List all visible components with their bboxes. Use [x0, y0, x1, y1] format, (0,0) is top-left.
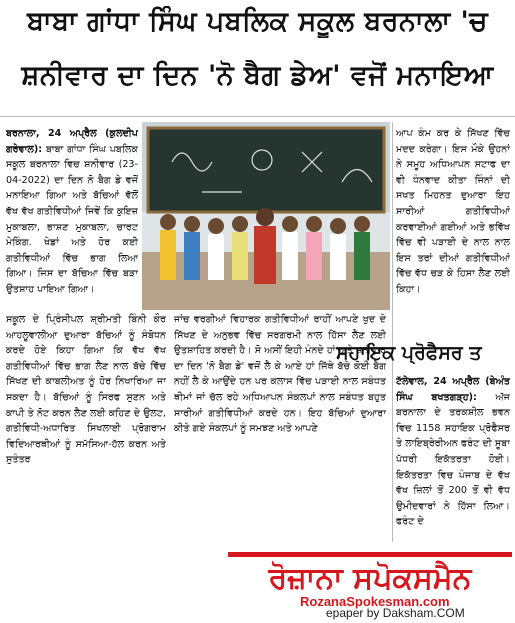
second-article-body: [396, 374, 510, 542]
article-column-wide: [6, 312, 166, 542]
article-mid-text: ਜਾਂਚ ਵਰਗੀਆਂ ਵਿਹਾਰਕ ਗਤੀਵਿਧੀਆਂ ਰਾਹੀਂ ਆਪਣੇ ਖੁਦ ਦੇ ਸਿੱਖਣ ਦੇ ਅਨੁਭਵ ਵਿੱਚ ਸਰਗਰਮੀ ਨਾਲ ਹਿੱਸਾ ਲੈਣ ਲਈ ਉਤਸ਼ਾਹਿਤ ਕਰਦੀ ਹੈ। ਸੋ ਅਸੀਂ ਇਹੀ ਮੰਨਦੇ ਹਾਂ ਅਤੇ ਸ਼ਨੀਵਾਰ ਦਾ ਦਿਨ 'ਨੋ ਬੈਗ ਡੇ' ਵਜੋਂ ਲੈ ਕੇ ਆਏ ਹਾਂ ਜਿੱਥੇ ਬੱਚੇ ਕੋਈ ਬੈਗ ਨਹੀਂ ਲੈ ਕੇ ਆਉਂਦੇ ਹਨ ਪਰ ਕਲਾਸ ਵਿੱਚ ਪੜਾਈ ਨਾਲ ਸਬੰਧਤ ਥੀਮਾਂ ਜਾਂ ਚੱਲ ਰਹੇ ਅਧਿਆਪਨ ਸੰਕਲਪਾਂ ਨਾਲ ਸਬੰਧਤ ਬਹੁਤ ਸਾਰੀਆਂ ਗਤੀਵਿਧੀਆਂ ਕਰਦੇ ਹਨ। ਇਹ ਬੱਚਿਆਂ ਦੁਆਰਾ ਕੀਤੇ ਗਏ ਸੰਕਲਪਾਂ ਨੂੰ ਸਮਝਣ ਅਤੇ ਆਪਣੇ: [174, 314, 386, 435]
headline-line-1: ਬਾਬਾ ਗਾਂਧਾ ਸਿੰਘ ਪਬਲਿਕ ਸਕੂਲ ਬਰਨਾਲਾ 'ਚ: [27, 6, 488, 37]
masthead-title: ਰੋਜ਼ਾਨਾ ਸਪੋਕਸਮੈਨ: [268, 561, 472, 596]
article-column-right: [396, 126, 510, 332]
headline-line-2: ਸ਼ਨੀਵਾਰ ਦਾ ਦਿਨ 'ਨੋ ਬੈਗ ਡੇਅ' ਵਜੋਂ ਮਨਾਇਆ: [21, 60, 494, 91]
article-left-text: ਬਾਬਾ ਗਾਂਧਾ ਸਿੰਘ ਪਬਲਿਕ ਸਕੂਲ ਬਰਨਾਲਾ ਵਿਚ ਸ਼ਨੀਵਾਰ (23-04-2022) ਦਾ ਦਿਨ ਨੋ ਬੈਗ ਡੇ ਵਜੋਂ ਮਨਾਇਆ ਗਿਆ ਅਤੇ ਬੱਚਿਆਂ ਵੱਲੋਂ ਵੱਖ ਵੱਖ ਗਤੀਵਿਧੀਆਂ ਜਿਵੇਂ ਕਿ ਕੁਇਜ਼ ਮੁਕਾਬਲਾ, ਭਾਸ਼ਣ ਮੁਕਾਬਲਾ, ਚਾਰਟ ਮੇਕਿੰਗ. ਖੇਡਾਂ ਅਤੇ ਹੋਰ ਕਈ ਗਤੀਵਿਧੀਆਂ ਵਿੱਚ ਭਾਗ ਲਿਆ ਗਿਆ। ਜਿਸ ਦਾ ਬੱਚਿਆ ਵਿੱਚ ਬੜਾ ਉਤਸ਼ਾਹ ਪਾਇਆ ਗਿਆ।: [6, 143, 138, 295]
divider-top: [0, 116, 515, 117]
website-link[interactable]: RozanaSpokesman.com: [300, 594, 450, 609]
masthead-logo-art: [228, 546, 512, 596]
article-column-left: [6, 126, 138, 309]
photo-illustration: [142, 122, 390, 310]
school-photo: [142, 122, 390, 310]
epaper-credit: epaper by Daksham.COM: [326, 606, 465, 620]
column-divider: [392, 122, 393, 542]
rozana-spokesman-logo: [228, 546, 512, 596]
article-right-text: ਆਪ ਕੰਮ ਕਰ ਕੇ ਸਿੱਖਣ ਵਿੱਚ ਮਦਦ ਕਰੇਗਾ। ਇਸ ਮੌਕੇ ਉਹਨਾਂ ਨੇ ਸਮੂਹ ਅਧਿਆਪਨ ਸਟਾਫ ਦਾ ਵੀ ਧੰਨਵਾਦ ਕੀਤਾ ਜਿੰਨਾਂ ਦੀ ਸਖਤ ਮਿਹਨਤ ਦੁਆਰਾ ਇਹ ਸਾਰੀਆਂ ਗਤੀਵਿਧੀਆਂ ਕਰਵਾਈਆਂ ਗਈਆਂ ਅਤੇ ਭਵਿੱਖ ਵਿੱਚ ਵੀ ਪੜਾਈ ਦੇ ਨਾਲ ਨਾਲ ਇਸ ਤਰਾਂ ਦੀਆਂ ਗਤੀਵਿਧੀਆਂ ਵਿੱਚ ਵੱਧ ਚੜ ਕੇ ਹਿਸਾ ਲੈਣ ਲਈ ਕਿਹਾ।: [396, 128, 510, 295]
article-dateline: ਬਰਨਾਲਾ, 24 ਅਪ੍ਰੈਲ (ਕੁਲਦੀਪ ਗਰੇਵਾਲ):: [6, 128, 138, 155]
article-wide-text: ਸਕੂਲ ਦੇ ਪ੍ਰਿੰਸੀਪਲ ਸ਼੍ਰੀਮਤੀ ਬਿੰਨੀ ਕੌਰ ਆਹਲੂਵਾਲੀਆ ਦੁਆਰਾ ਬੱਚਿਆਂ ਨੂੰ ਸੰਬੋਧਨ ਕਰਦੇ ਹੋਏ ਕਿਹਾ ਗਿਆ ਕਿ ਵੱਖ ਵੱਖ ਗਤੀਵਿਧੀਆਂ ਵਿੱਚ ਭਾਗ ਲੈਣ ਨਾਲ ਬੱਚੇ ਵਿੱਚ ਸਿੱਖਣ ਦੀ ਕਾਬਲੀਅਤ ਨੂੰ ਹੋਰ ਨਿਖਾਰਿਆ ਜਾ ਸਕਦਾ ਹੈ। ਬੱਚਿਆਂ ਨੂੰ ਸਿਰਫ ਸੁਣਨ ਅਤੇ ਕਾਪੀ ਤੇ ਨੋਟ ਕਰਨ ਲੈਣ ਲਈ ਕਹਿਣ ਦੇ ਉਲਟ, ਗਤੀਵਿਧੀ-ਅਧਾਰਿਤ ਸਿਖਲਾਈ ਪ੍ਰੋਗਰਾਮ ਵਿਦਿਆਰਥੀਆਂ ਨੂੰ ਸਮੱਸਿਆ-ਹੱਲ ਕਰਨ ਅਤੇ ਸੁਤੰਤਰ: [6, 314, 166, 466]
second-article-dateline: ਟੱਲੇਵਾਲ, 24 ਅਪ੍ਰੈਲ (ਬੇਅੰਤ ਸਿੰਘ ਬਖਤਗੜ੍ਹ):: [396, 376, 510, 403]
second-article-text: ਅੱਜ ਬਰਨਾਲਾ ਦੇ ਤਰਕਸ਼ੀਲ ਭਵਨ ਵਿਚ 1158 ਸਹਾਇਕ ਪ੍ਰੋਫੈਸਰ ਤੇ ਲਾਇਬ੍ਰੇਰੀਅਨ ਫਰੰਟ ਦੀ ਸੂਬਾ ਪੱਧਰੀ ਇਕੱਤਰਤਾ ਹੋਈ। ਇਕੱਤਰਤਾ ਵਿਚ ਪੰਜਾਬ ਦੇ ਵੱਖ ਵੱਖ ਜ਼ਿਲਾਂ ਤੋਂ 200 ਤੋਂ ਵੀ ਵੱਧ ਉਮੀਦਵਾਰਾਂ ਨੇ ਹਿੱਸਾ ਲਿਆ। ਫਰੰਟ ਦੇ: [396, 391, 510, 528]
second-article-headline: ਸਹਾਇਕ ਪ੍ਰੋਫੈਸਰ ਤ: [336, 342, 482, 364]
